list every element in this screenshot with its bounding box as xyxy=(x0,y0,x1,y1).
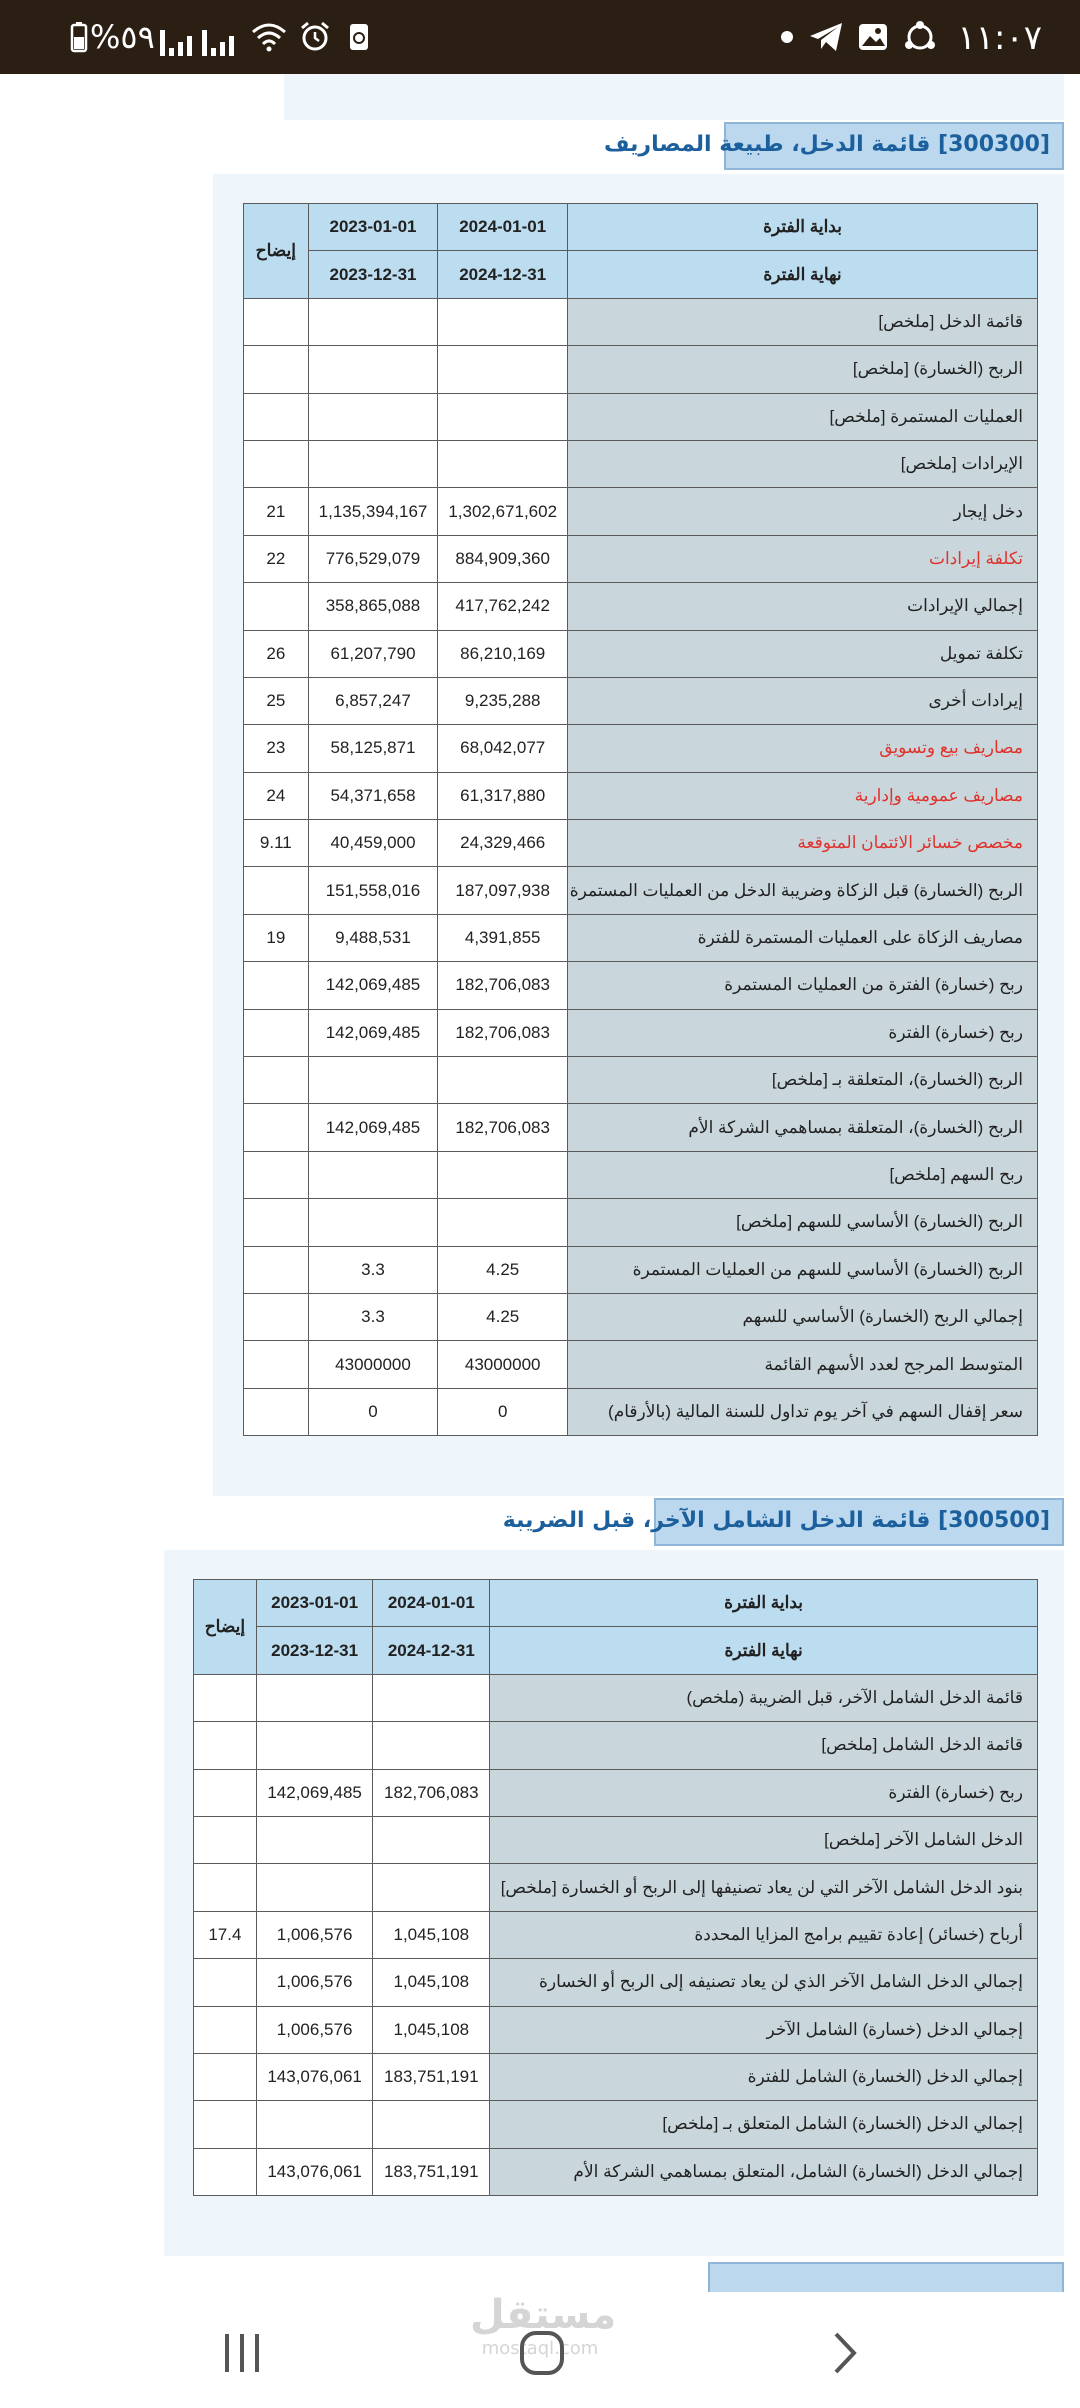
col-2024-start: 2024-01-01 xyxy=(373,1580,490,1627)
col-2024-end: 2024-12-31 xyxy=(438,251,568,298)
value-2023: 43000000 xyxy=(308,1341,438,1388)
table-row xyxy=(194,2148,1038,2195)
start-period-label: بداية الفترة xyxy=(568,204,1038,251)
note-ref xyxy=(194,2101,257,2148)
battery-percent: %٥٩ xyxy=(90,18,155,56)
section-title-text: [300500] قائمة الدخل الشامل الآخر، قبل الضريبة xyxy=(502,1508,1050,1533)
value-2024: 4.25 xyxy=(438,1293,568,1340)
table-row xyxy=(244,1104,1038,1151)
row-label: الدخل الشامل الآخر [ملخص] xyxy=(490,1816,1038,1863)
note-header: إيضاح xyxy=(244,204,309,299)
note-ref: 17.4 xyxy=(194,1911,257,1958)
value-2023: 58,125,871 xyxy=(308,725,438,772)
value-2024 xyxy=(373,1674,490,1721)
value-2024: 1,302,671,602 xyxy=(438,488,568,535)
row-label: إجمالي الدخل (الخسارة) الشامل، المتعلق بمساهمي الشركة الأم xyxy=(490,2148,1038,2195)
value-2024 xyxy=(373,1722,490,1769)
row-label: ربح (خسارة) الفترة xyxy=(568,1009,1038,1056)
value-2024 xyxy=(438,440,568,487)
table-row xyxy=(244,1293,1038,1340)
note-ref: 22 xyxy=(244,535,309,582)
table-row xyxy=(194,1722,1038,1769)
note-ref xyxy=(194,1959,257,2006)
row-label: قائمة الدخل الشامل الآخر، قبل الضريبة (ملخص) xyxy=(490,1674,1038,1721)
table-row xyxy=(244,535,1038,582)
value-2023 xyxy=(256,1722,373,1769)
value-2024: 4,391,855 xyxy=(438,914,568,961)
row-label: الإيرادات [ملخص] xyxy=(568,440,1038,487)
value-2024: 182,706,083 xyxy=(438,962,568,1009)
table-row xyxy=(244,772,1038,819)
value-2023: 143,076,061 xyxy=(256,2053,373,2100)
table-row xyxy=(244,914,1038,961)
row-label: الربح (الخسارة) [ملخص] xyxy=(568,346,1038,393)
note-ref xyxy=(194,1816,257,1863)
table-row xyxy=(244,1199,1038,1246)
note-ref: 9.11 xyxy=(244,820,309,867)
value-2024: 182,706,083 xyxy=(438,1104,568,1151)
value-2023: 6,857,247 xyxy=(308,677,438,724)
home-button[interactable] xyxy=(502,2318,582,2388)
value-2024 xyxy=(438,1057,568,1104)
value-2023: 9,488,531 xyxy=(308,914,438,961)
row-label: إجمالي الدخل (الخسارة) الشامل للفترة xyxy=(490,2053,1038,2100)
table-row xyxy=(244,1246,1038,1293)
note-ref: 19 xyxy=(244,914,309,961)
note-ref xyxy=(244,867,309,914)
row-label: تكلفة إيرادات xyxy=(568,535,1038,582)
value-2023 xyxy=(308,393,438,440)
recents-button[interactable] xyxy=(202,2318,282,2388)
value-2024 xyxy=(373,1864,490,1911)
table-row xyxy=(194,1911,1038,1958)
value-2023: 3.3 xyxy=(308,1246,438,1293)
table-row xyxy=(244,298,1038,345)
note-ref xyxy=(194,2148,257,2195)
note-ref xyxy=(244,298,309,345)
table-row xyxy=(244,1388,1038,1435)
signal-icon xyxy=(160,22,192,56)
row-label: إجمالي الدخل (الخسارة) الشامل المتعلق بـ [ملخص] xyxy=(490,2101,1038,2148)
table-row xyxy=(244,488,1038,535)
value-2024: 187,097,938 xyxy=(438,867,568,914)
table-row xyxy=(244,677,1038,724)
value-2024 xyxy=(438,298,568,345)
value-2024: 4.25 xyxy=(438,1246,568,1293)
value-2024 xyxy=(438,1199,568,1246)
row-label: الربح (الخسارة) الأساسي للسهم [ملخص] xyxy=(568,1199,1038,1246)
value-2023 xyxy=(308,1057,438,1104)
value-2024: 884,909,360 xyxy=(438,535,568,582)
note-ref xyxy=(194,2006,257,2053)
value-2024: 43000000 xyxy=(438,1341,568,1388)
section-title-300300[interactable] xyxy=(603,122,1064,170)
value-2024: 182,706,083 xyxy=(438,1009,568,1056)
table-row xyxy=(244,1151,1038,1198)
note-ref: 26 xyxy=(244,630,309,677)
value-2024 xyxy=(438,393,568,440)
value-2023: 142,069,485 xyxy=(308,962,438,1009)
note-header: إيضاح xyxy=(194,1580,257,1675)
note-ref xyxy=(244,1388,309,1435)
row-label: الربح (الخسارة) الأساسي للسهم من العمليات المستمرة xyxy=(568,1246,1038,1293)
col-2024-end: 2024-12-31 xyxy=(373,1627,490,1674)
income-statement-table xyxy=(243,203,1038,1436)
note-ref: 21 xyxy=(244,488,309,535)
row-label: تكلفة تمويل xyxy=(568,630,1038,677)
table-row xyxy=(194,2101,1038,2148)
income-statement-rows xyxy=(244,298,1038,1435)
note-ref xyxy=(194,1769,257,1816)
value-2024: 183,751,191 xyxy=(373,2148,490,2195)
value-2023: 776,529,079 xyxy=(308,535,438,582)
table-row xyxy=(244,393,1038,440)
col-2023-end: 2023-12-31 xyxy=(308,251,438,298)
row-label: مصاريف عمومية وإدارية xyxy=(568,772,1038,819)
note-ref xyxy=(244,583,309,630)
row-label: ربح السهم [ملخص] xyxy=(568,1151,1038,1198)
dot-icon xyxy=(770,20,804,54)
alarm-icon xyxy=(298,20,332,54)
table-row xyxy=(244,867,1038,914)
table-row xyxy=(194,1769,1038,1816)
row-label: الربح (الخسارة)، المتعلقة بمساهمي الشركة الأم xyxy=(568,1104,1038,1151)
note-ref xyxy=(244,1057,309,1104)
row-label: قائمة الدخل [ملخص] xyxy=(568,298,1038,345)
row-label: إيرادات أخرى xyxy=(568,677,1038,724)
row-label: قائمة الدخل الشامل [ملخص] xyxy=(490,1722,1038,1769)
start-period-label: بداية الفترة xyxy=(490,1580,1038,1627)
value-2023: 142,069,485 xyxy=(308,1104,438,1151)
section-title-text: [300300] قائمة الدخل، طبيعة المصاريف xyxy=(603,132,1050,157)
row-label: إجمالي الدخل (خسارة) الشامل الآخر xyxy=(490,2006,1038,2053)
value-2023: 40,459,000 xyxy=(308,820,438,867)
table-row xyxy=(194,1674,1038,1721)
table-row xyxy=(244,820,1038,867)
table-row xyxy=(244,583,1038,630)
table-row xyxy=(244,630,1038,677)
section-title-300500[interactable] xyxy=(502,1498,1064,1546)
note-ref: 23 xyxy=(244,725,309,772)
value-2023: 142,069,485 xyxy=(308,1009,438,1056)
gallery-icon xyxy=(856,20,890,54)
value-2024: 182,706,083 xyxy=(373,1769,490,1816)
comprehensive-income-rows xyxy=(194,1674,1038,2195)
status-bar xyxy=(0,0,1080,74)
value-2023 xyxy=(256,1816,373,1863)
end-period-label: نهاية الفترة xyxy=(568,251,1038,298)
telegram-icon xyxy=(808,20,842,54)
value-2024: 24,329,466 xyxy=(438,820,568,867)
table-row xyxy=(194,1959,1038,2006)
recycle-icon xyxy=(342,20,376,54)
value-2023 xyxy=(256,1864,373,1911)
table-row xyxy=(244,346,1038,393)
row-label: الربح (الخسارة) قبل الزكاة وضريبة الدخل من العمليات المستمرة xyxy=(568,867,1038,914)
row-label: ربح (خسارة) الفترة xyxy=(490,1769,1038,1816)
value-2023: 142,069,485 xyxy=(256,1769,373,1816)
row-label: دخل إيجار xyxy=(568,488,1038,535)
row-label: مصاريف الزكاة على العمليات المستمرة للفترة xyxy=(568,914,1038,961)
note-ref xyxy=(244,440,309,487)
table-row xyxy=(194,2053,1038,2100)
value-2024: 1,045,108 xyxy=(373,1911,490,1958)
note-ref xyxy=(194,1864,257,1911)
row-label: إجمالي الإيرادات xyxy=(568,583,1038,630)
note-ref xyxy=(244,1104,309,1151)
col-2024-start: 2024-01-01 xyxy=(438,204,568,251)
value-2023: 1,006,576 xyxy=(256,1959,373,2006)
value-2024: 86,210,169 xyxy=(438,630,568,677)
value-2023: 0 xyxy=(308,1388,438,1435)
value-2023 xyxy=(256,1674,373,1721)
value-2024 xyxy=(373,1816,490,1863)
row-label: ربح (خسارة) الفترة من العمليات المستمرة xyxy=(568,962,1038,1009)
value-2024: 183,751,191 xyxy=(373,2053,490,2100)
note-ref xyxy=(194,2053,257,2100)
row-label: إجمالي الدخل الشامل الآخر الذي لن يعاد تصنيفه إلى الربح أو الخسارة xyxy=(490,1959,1038,2006)
table-row xyxy=(194,1816,1038,1863)
note-ref xyxy=(244,1199,309,1246)
row-label: سعر إقفال السهم في آخر يوم تداول للسنة المالية (بالأرقام) xyxy=(568,1388,1038,1435)
note-ref xyxy=(194,1722,257,1769)
value-2024: 9,235,288 xyxy=(438,677,568,724)
table-row xyxy=(194,2006,1038,2053)
note-ref xyxy=(244,1151,309,1198)
note-ref xyxy=(244,346,309,393)
row-label: العمليات المستمرة [ملخص] xyxy=(568,393,1038,440)
value-2024: 1,045,108 xyxy=(373,2006,490,2053)
value-2023: 151,558,016 xyxy=(308,867,438,914)
value-2024 xyxy=(438,1151,568,1198)
row-label: بنود الدخل الشامل الآخر التي لن يعاد تصنيفها إلى الربح أو الخسارة [ملخص] xyxy=(490,1864,1038,1911)
row-label: مخصص خسائر الائتمان المتوقعة xyxy=(568,820,1038,867)
value-2024: 417,762,242 xyxy=(438,583,568,630)
value-2024: 1,045,108 xyxy=(373,1959,490,2006)
recents-icon xyxy=(217,2330,267,2376)
value-2023 xyxy=(308,346,438,393)
value-2023: 61,207,790 xyxy=(308,630,438,677)
value-2023: 3.3 xyxy=(308,1293,438,1340)
note-ref xyxy=(194,1674,257,1721)
value-2023 xyxy=(308,298,438,345)
col-2023-end: 2023-12-31 xyxy=(256,1627,373,1674)
row-label: إجمالي الربح (الخسارة) الأساسي للسهم xyxy=(568,1293,1038,1340)
table-row xyxy=(244,440,1038,487)
watermark-url: mostaql.com xyxy=(481,2338,599,2359)
signal-icon xyxy=(202,22,234,56)
table-row xyxy=(194,1864,1038,1911)
home-icon xyxy=(515,2326,569,2380)
table-row xyxy=(244,1341,1038,1388)
value-2024: 68,042,077 xyxy=(438,725,568,772)
col-2023-start: 2023-01-01 xyxy=(256,1580,373,1627)
value-2023: 54,371,658 xyxy=(308,772,438,819)
note-ref xyxy=(244,1293,309,1340)
wifi-icon xyxy=(250,20,284,54)
clock: ١١:٠٧ xyxy=(957,18,1042,58)
value-2023: 1,006,576 xyxy=(256,2006,373,2053)
value-2024: 0 xyxy=(438,1388,568,1435)
end-period-label: نهاية الفترة xyxy=(490,1627,1038,1674)
note-ref xyxy=(244,962,309,1009)
note-ref xyxy=(244,1009,309,1056)
back-button[interactable] xyxy=(804,2318,884,2388)
value-2023 xyxy=(308,1151,438,1198)
value-2023: 1,006,576 xyxy=(256,1911,373,1958)
back-icon xyxy=(824,2328,864,2378)
watermark-logo: مستقل xyxy=(470,2292,617,2338)
note-ref xyxy=(244,1246,309,1293)
table-row xyxy=(244,725,1038,772)
sync-icon xyxy=(902,20,936,54)
value-2024 xyxy=(438,346,568,393)
comprehensive-income-table xyxy=(193,1579,1038,2196)
value-2023: 143,076,061 xyxy=(256,2148,373,2195)
note-ref: 24 xyxy=(244,772,309,819)
previous-section-body xyxy=(284,74,1064,120)
value-2023: 1,135,394,167 xyxy=(308,488,438,535)
table-row xyxy=(244,1009,1038,1056)
row-label: أرباح (خسائر) إعادة تقييم برامج المزايا المحددة xyxy=(490,1911,1038,1958)
value-2023 xyxy=(256,2101,373,2148)
row-label: الربح (الخسارة)، المتعلقة بـ [ملخص] xyxy=(568,1057,1038,1104)
note-ref xyxy=(244,393,309,440)
note-ref xyxy=(244,1341,309,1388)
value-2023: 358,865,088 xyxy=(308,583,438,630)
value-2023 xyxy=(308,1199,438,1246)
note-ref: 25 xyxy=(244,677,309,724)
value-2023 xyxy=(308,440,438,487)
table-row xyxy=(244,962,1038,1009)
row-label: مصاريف بيع وتسويق xyxy=(568,725,1038,772)
next-section-title[interactable] xyxy=(708,2262,1064,2292)
col-2023-start: 2023-01-01 xyxy=(308,204,438,251)
table-row xyxy=(244,1057,1038,1104)
row-label: المتوسط المرجح لعدد الأسهم القائمة xyxy=(568,1341,1038,1388)
value-2024: 61,317,880 xyxy=(438,772,568,819)
value-2024 xyxy=(373,2101,490,2148)
